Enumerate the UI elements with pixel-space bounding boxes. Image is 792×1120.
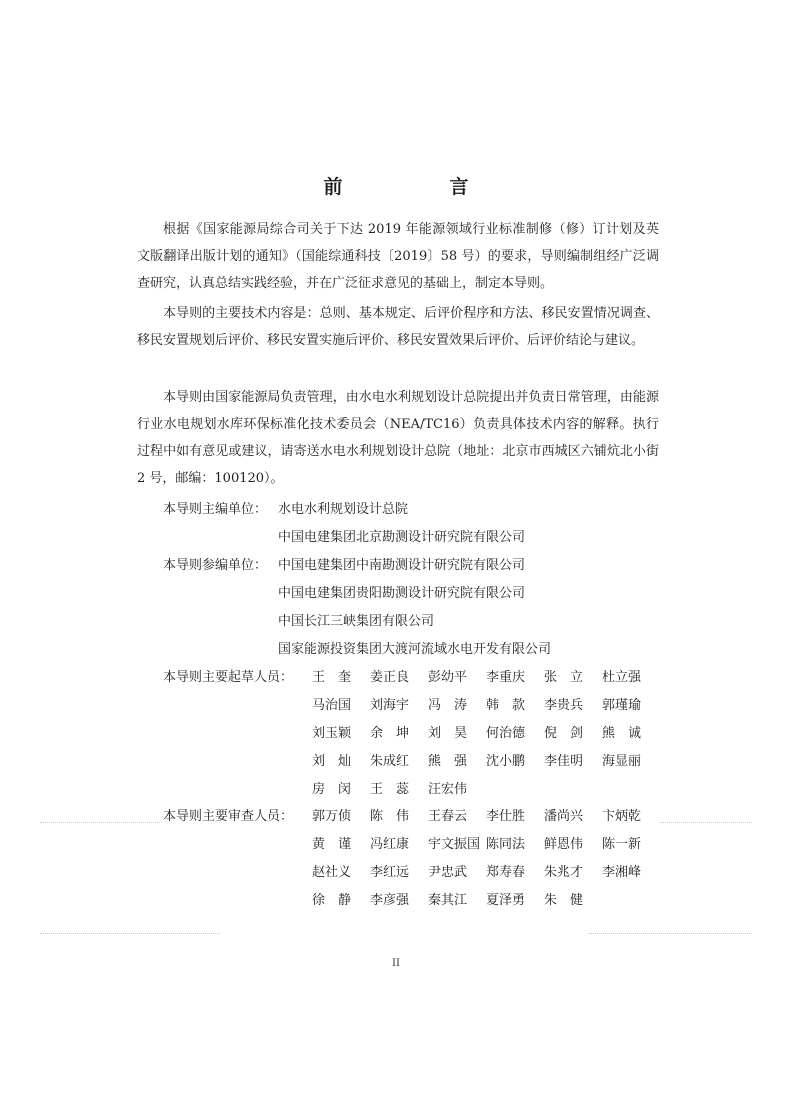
drafter-name: 余 坤 bbox=[370, 726, 410, 741]
participating-units-label: 本导则参编单位： bbox=[163, 558, 268, 573]
reviewer-name: 郑寿春 bbox=[486, 865, 526, 880]
participating-units-row bbox=[0, 636, 792, 663]
reviewers-label: 本导则主要审查人员： bbox=[163, 809, 294, 824]
drafter-name: 朱成红 bbox=[370, 754, 410, 769]
drafter-name: 何治德 bbox=[486, 726, 526, 741]
drafter-name: 李重庆 bbox=[486, 670, 526, 685]
reviewer-name: 潘尚兴 bbox=[544, 809, 584, 824]
drafter-name: 熊 强 bbox=[428, 754, 468, 769]
reviewer-name: 李仕胜 bbox=[486, 809, 526, 824]
drafter-name: 房 闵 bbox=[312, 782, 352, 797]
drafter-name: 郭瑾瑜 bbox=[602, 698, 642, 713]
drafter-name: 姜正良 bbox=[370, 670, 410, 685]
participating-units-row bbox=[0, 552, 792, 579]
reviewers-row bbox=[0, 887, 792, 914]
reviewer-name: 尹忠武 bbox=[428, 865, 468, 880]
drafters-row bbox=[0, 748, 792, 775]
drafters-row bbox=[0, 692, 792, 719]
reviewer-name: 郭万侦 bbox=[312, 809, 352, 824]
drafter-name: 李贵兵 bbox=[544, 698, 584, 713]
drafter-name: 熊 诚 bbox=[602, 726, 642, 741]
chief-units-row bbox=[0, 524, 792, 551]
drafter-name: 王 奎 bbox=[312, 670, 352, 685]
drafter-name: 海显丽 bbox=[602, 754, 642, 769]
reviewer-name: 李红远 bbox=[370, 865, 410, 880]
reviewer-name: 鲜恩伟 bbox=[544, 837, 584, 852]
drafter-name: 刘海宇 bbox=[370, 698, 410, 713]
participating-unit: 中国电建集团贵阳勘测设计研究院有限公司 bbox=[278, 586, 526, 601]
reviewer-name: 秦其江 bbox=[428, 893, 468, 908]
reviewers-row bbox=[0, 831, 792, 858]
drafter-name: 李佳明 bbox=[544, 754, 584, 769]
drafter-name: 王 蕊 bbox=[370, 782, 410, 797]
participating-units-row bbox=[0, 608, 792, 635]
participating-unit: 国家能源投资集团大渡河流域水电开发有限公司 bbox=[278, 642, 552, 657]
drafter-name: 韩 款 bbox=[486, 698, 526, 713]
drafter-name: 沈小鹏 bbox=[486, 754, 526, 769]
reviewer-name: 夏泽勇 bbox=[486, 893, 526, 908]
drafter-name: 冯 涛 bbox=[428, 698, 468, 713]
participating-unit: 中国电建集团中南勘测设计研究院有限公司 bbox=[278, 558, 526, 573]
reviewer-name: 朱 健 bbox=[544, 893, 584, 908]
drafters-label: 本导则主要起草人员： bbox=[163, 670, 294, 685]
reviewer-name: 陈 伟 bbox=[370, 809, 410, 824]
reviewer-name: 徐 静 bbox=[312, 893, 352, 908]
chief-unit: 水电水利规划设计总院 bbox=[278, 502, 409, 517]
page-title: 前 言 bbox=[323, 176, 513, 198]
drafter-name: 张 立 bbox=[544, 670, 584, 685]
drafter-name: 汪宏伟 bbox=[428, 782, 468, 797]
reviewers-row bbox=[0, 803, 792, 830]
reviewer-name: 朱兆才 bbox=[544, 865, 584, 880]
reviewer-name: 宇文振国 bbox=[428, 837, 481, 852]
reviewer-name: 卞炳乾 bbox=[602, 809, 642, 824]
scan-dotted-line bbox=[588, 933, 752, 934]
chief-units-row bbox=[0, 496, 792, 523]
drafter-name: 刘 灿 bbox=[312, 754, 352, 769]
reviewers-row bbox=[0, 859, 792, 886]
reviewer-name: 赵社义 bbox=[312, 865, 352, 880]
drafter-name: 刘玉颖 bbox=[312, 726, 352, 741]
drafter-name: 马治国 bbox=[312, 698, 352, 713]
reviewer-name: 陈一新 bbox=[602, 837, 642, 852]
paragraph-basis: 根据《国家能源局综合司关于下达 2019 年能源领域行业标准制修（修）订计划及英文版翻译出版计划的通知》（国能综通科技〔2019〕58 号）的要求，导则编制组经广泛调查研究，认真总结实践经验，并在广泛征求意见的基础上，制定本导则。 bbox=[137, 222, 659, 291]
chief-units-label: 本导则主编单位： bbox=[163, 502, 268, 517]
drafters-row bbox=[0, 776, 792, 803]
drafters-row bbox=[0, 664, 792, 691]
reviewer-name: 陈同法 bbox=[486, 837, 526, 852]
drafters-row bbox=[0, 720, 792, 747]
paragraph-management: 本导则由国家能源局负责管理，由水电水利规划设计总院提出并负责日常管理，由能源行业水电规划水库环保标准化技术委员会（NEA/TC16）负责具体技术内容的解释。执行过程中如有意见或建议，请寄送水电水利规划设计总院（地址：北京市西城区六铺炕北小街 2 号，邮编：100120）。 bbox=[137, 390, 659, 486]
drafter-name: 刘 昊 bbox=[428, 726, 468, 741]
reviewer-name: 李彦强 bbox=[370, 893, 410, 908]
participating-units-row bbox=[0, 580, 792, 607]
reviewer-name: 冯红康 bbox=[370, 837, 410, 852]
scan-dotted-line bbox=[40, 933, 220, 934]
drafter-name: 彭幼平 bbox=[428, 670, 468, 685]
chief-unit: 中国电建集团北京勘测设计研究院有限公司 bbox=[278, 530, 526, 545]
paragraph-content: 本导则的主要技术内容是：总则、基本规定、后评价程序和方法、移民安置情况调查、移民安置规划后评价、移民安置实施后评价、移民安置效果后评价、后评价结论与建议。 bbox=[137, 306, 659, 348]
page-number: II bbox=[392, 958, 400, 969]
participating-unit: 中国长江三峡集团有限公司 bbox=[278, 614, 435, 629]
reviewer-name: 王春云 bbox=[428, 809, 468, 824]
reviewer-name: 黄 谨 bbox=[312, 837, 352, 852]
drafter-name: 倪 剑 bbox=[544, 726, 584, 741]
reviewer-name: 李湘峰 bbox=[602, 865, 642, 880]
drafter-name: 杜立强 bbox=[602, 670, 642, 685]
